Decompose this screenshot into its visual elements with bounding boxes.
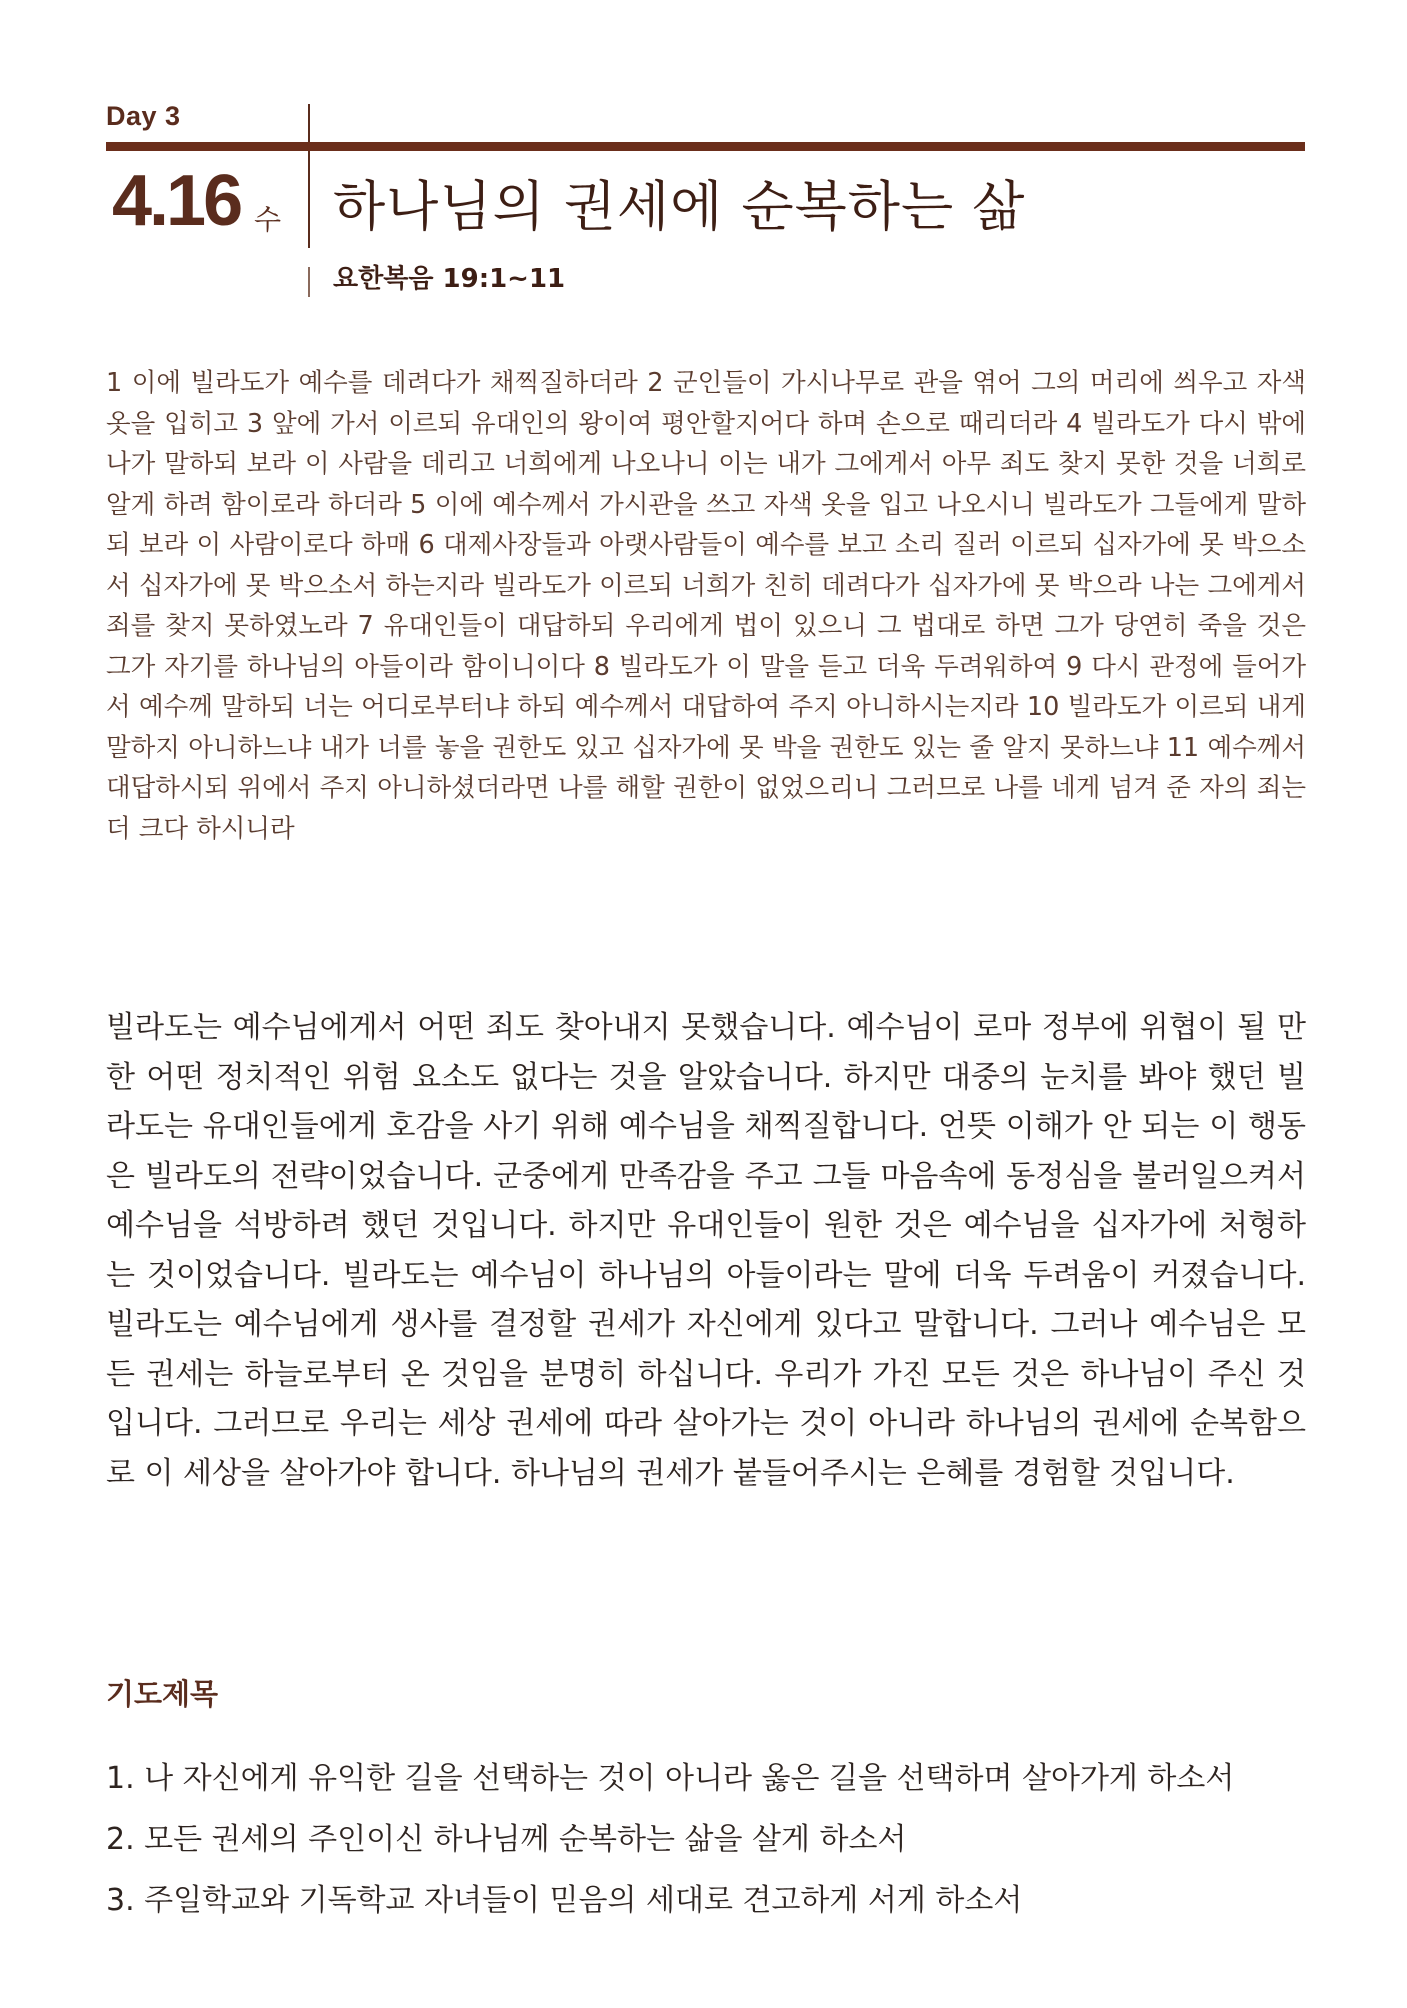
prayer-item: 3. 주일학교와 기독학교 자녀들이 믿음의 세대로 견고하게 서게 하소서 [106,1883,1023,1918]
day-label: Day 3 [106,101,181,131]
header-vertical-divider [308,104,310,248]
scripture-passage: 1 이에 빌라도가 예수를 데려다가 채찍질하더라 2 군인들이 가시나무로 관을 엮어 그의 머리에 씌우고 자색 옷을 입히고 3 앞에 가서 이르되 유대인의 왕이여 평안할지어다 하며 손으로 때리더라 4 빌라도가 다시 밖에 나가 말하되 보라 이 사람을 데리고 너희에게 나오나니 이는 내가 그에게서 아무 죄도 찾지 못한 것을 너희로 알게 하려 함이로라 하더라 5 이에 예수께서 가시관을 쓰고 자색 옷을 입고 나오시니 빌라도가 그들에게 말하되 보라 이 사람이로다 하매 6 대제사장들과 아랫사람들이 예수를 보고 소리 질러 이르되 십자가에 못 박으소서 십자가에 못 박으소서 하는지라 빌라도가 이르되 너희가 친히 데려다가 십자가에 못 박으라 나는 그에게서 죄를 찾지 못하였노라 7 유대인들이 대답하되 우리에게 법이 있으니 그 법대로 하면 그가 당연히 죽을 것은 그가 자기를 하나님의 아들이라 함이니이다 8 빌라도가 이 말을 듣고 더욱 두려워하여 9 다시 관정에 들어가서 예수께 말하되 너는 어디로부터냐 하되 예수께서 대답하여 주지 아니하시는지라 10 빌라도가 이르되 내게 말하지 아니하느냐 내가 너를 놓을 권한도 있고 십자가에 못 박을 권한도 있는 줄 알지 못하느냐 11 예수께서 대답하시되 위에서 주지 아니하셨더라면 나를 해할 권한이 없었으리니 그러므로 나를 네게 넘겨 준 자의 죄는 더 크다 하시니라 [106,368,1306,844]
meditation-text: 빌라도는 예수님에게서 어떤 죄도 찾아내지 못했습니다. 예수님이 로마 정부에 위협이 될 만한 어떤 정치적인 위험 요소도 없다는 것을 알았습니다. 하지만 대중의 눈치를 봐야 했던 빌라도는 유대인들에게 호감을 사기 위해 예수님을 채찍질합니다. 언뜻 이해가 안 되는 이 행동은 빌라도의 전략이었습니다. 군중에게 만족감을 주고 그들 마음속에 동정심을 불러일으켜서 예수님을 석방하려 했던 것입니다. 하지만 유대인들이 원한 것은 예수님을 십자가에 처형하는 것이었습니다. 빌라도는 예수님이 하나님의 아들이라는 말에 더욱 두려움이 커졌습니다. 빌라도는 예수님에게 생사를 결정할 권세가 자신에게 있다고 말합니다. 그러나 예수님은 모든 권세는 하늘로부터 온 것임을 분명히 하십니다. 우리가 가진 모든 것은 하나님이 주신 것입니다. 그러므로 우리는 세상 권세에 따라 살아가는 것이 아니라 하나님의 권세에 순복함으로 이 세상을 살아가야 합니다. 하나님의 권세가 붙들어주시는 은혜를 경험할 것입니다. [106,1010,1306,1491]
date-number: 4.16 [112,161,241,241]
page-title: 하나님의 권세에 순복하는 삶 [333,175,1026,238]
prayer-item: 1. 나 자신에게 유익한 길을 선택하는 것이 아니라 옳은 길을 선택하며 살아가게 하소서 [106,1761,1235,1796]
header-rule [106,142,1305,151]
reference-divider [308,267,310,297]
prayer-list [106,1748,1326,1931]
date-weekday: 수 [254,203,282,236]
scripture-reference: 요한복음 19:1~11 [333,264,566,294]
prayer-heading: 기도제목 [106,1677,219,1711]
prayer-item: 2. 모든 권세의 주인이신 하나님께 순복하는 삶을 살게 하소서 [106,1822,907,1857]
